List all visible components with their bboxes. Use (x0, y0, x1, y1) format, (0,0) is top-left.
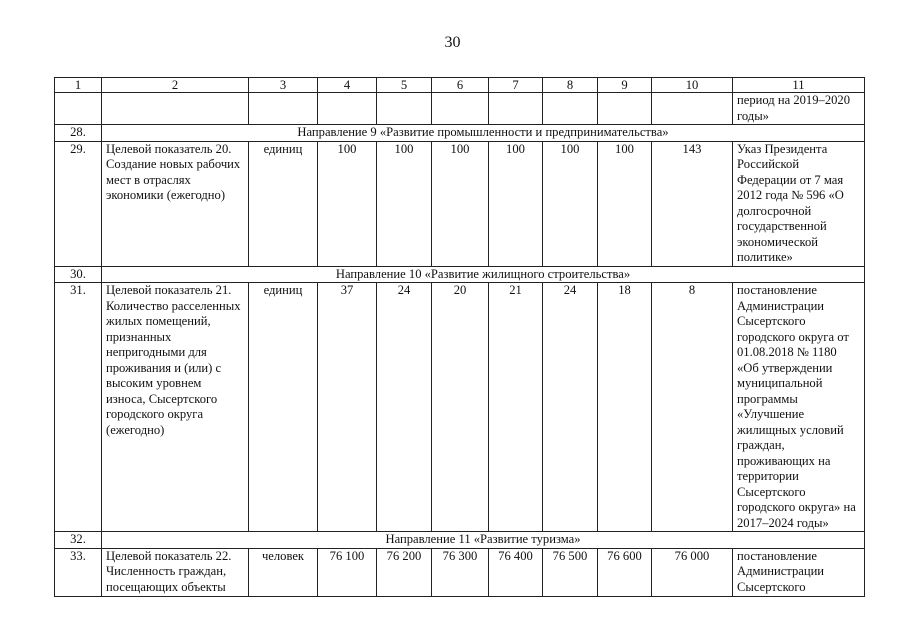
row-number: 32. (55, 532, 102, 549)
column-number-row (55, 78, 865, 93)
table-row (55, 548, 865, 596)
unit: единиц (249, 283, 318, 532)
indicators-table (54, 77, 865, 597)
value-cell: 100 (543, 141, 598, 266)
section-title: Направление 10 «Развитие жилищного строительства» (102, 266, 865, 283)
column-number: 11 (733, 78, 865, 93)
section-title: Направление 11 «Развитие туризма» (102, 532, 865, 549)
column-number: 3 (249, 78, 318, 93)
value-cell: 24 (543, 283, 598, 532)
row-number: 29. (55, 141, 102, 266)
column-number: 4 (318, 78, 377, 93)
value-cell: 76 200 (377, 548, 432, 596)
column-number: 5 (377, 78, 432, 93)
value-cell: 8 (652, 283, 733, 532)
legal-basis: постановление Администрации Сысертского (733, 548, 865, 596)
column-number: 8 (543, 78, 598, 93)
page-number: 30 (444, 34, 461, 51)
column-number: 10 (652, 78, 733, 93)
row-number: 28. (55, 125, 102, 142)
row-number: 30. (55, 266, 102, 283)
value-cell: 76 300 (432, 548, 489, 596)
value-cell: 18 (598, 283, 652, 532)
value-cell: 100 (598, 141, 652, 266)
continuation-note: период на 2019–2020 годы» (733, 93, 865, 125)
legal-basis: Указ Президента Российской Федерации от 7 мая 2012 года № 596 «О долгосрочной государственной экономической политике» (733, 141, 865, 266)
legal-basis: постановление Администрации Сысертского городского округа от 01.08.2018 № 1180 «Об утверждении муниципальной программы «Улучшение жилищных условий граждан, проживающих на территории Сысертского городского округа» на 2017–2024 годы» (733, 283, 865, 532)
value-cell: 76 100 (318, 548, 377, 596)
value-cell: 76 500 (543, 548, 598, 596)
value-cell: 76 400 (489, 548, 543, 596)
continuation-row (55, 93, 865, 125)
row-number: 31. (55, 283, 102, 532)
value-cell: 76 000 (652, 548, 733, 596)
column-number: 6 (432, 78, 489, 93)
column-number: 7 (489, 78, 543, 93)
indicator-name: Целевой показатель 20. Создание новых рабочих мест в отраслях экономики (ежегодно) (102, 141, 249, 266)
indicator-name: Целевой показатель 22. Численность граждан, посещающих объекты (102, 548, 249, 596)
value-cell: 100 (489, 141, 543, 266)
column-number: 9 (598, 78, 652, 93)
column-number: 2 (102, 78, 249, 93)
indicator-name: Целевой показатель 21. Количество расселенных жилых помещений, признанных непригодными для проживания и (или) с высоким уровнем износа, Сысертского городского округа (ежегодно) (102, 283, 249, 532)
value-cell: 24 (377, 283, 432, 532)
value-cell: 100 (432, 141, 489, 266)
value-cell: 100 (318, 141, 377, 266)
section-row (55, 266, 865, 283)
value-cell: 143 (652, 141, 733, 266)
unit: человек (249, 548, 318, 596)
value-cell: 21 (489, 283, 543, 532)
column-number: 1 (55, 78, 102, 93)
table-row (55, 283, 865, 532)
section-row (55, 125, 865, 142)
value-cell: 20 (432, 283, 489, 532)
section-row (55, 532, 865, 549)
row-number: 33. (55, 548, 102, 596)
value-cell: 37 (318, 283, 377, 532)
section-title: Направление 9 «Развитие промышленности и предпринимательства» (102, 125, 865, 142)
value-cell: 76 600 (598, 548, 652, 596)
value-cell: 100 (377, 141, 432, 266)
unit: единиц (249, 141, 318, 266)
table-row (55, 141, 865, 266)
